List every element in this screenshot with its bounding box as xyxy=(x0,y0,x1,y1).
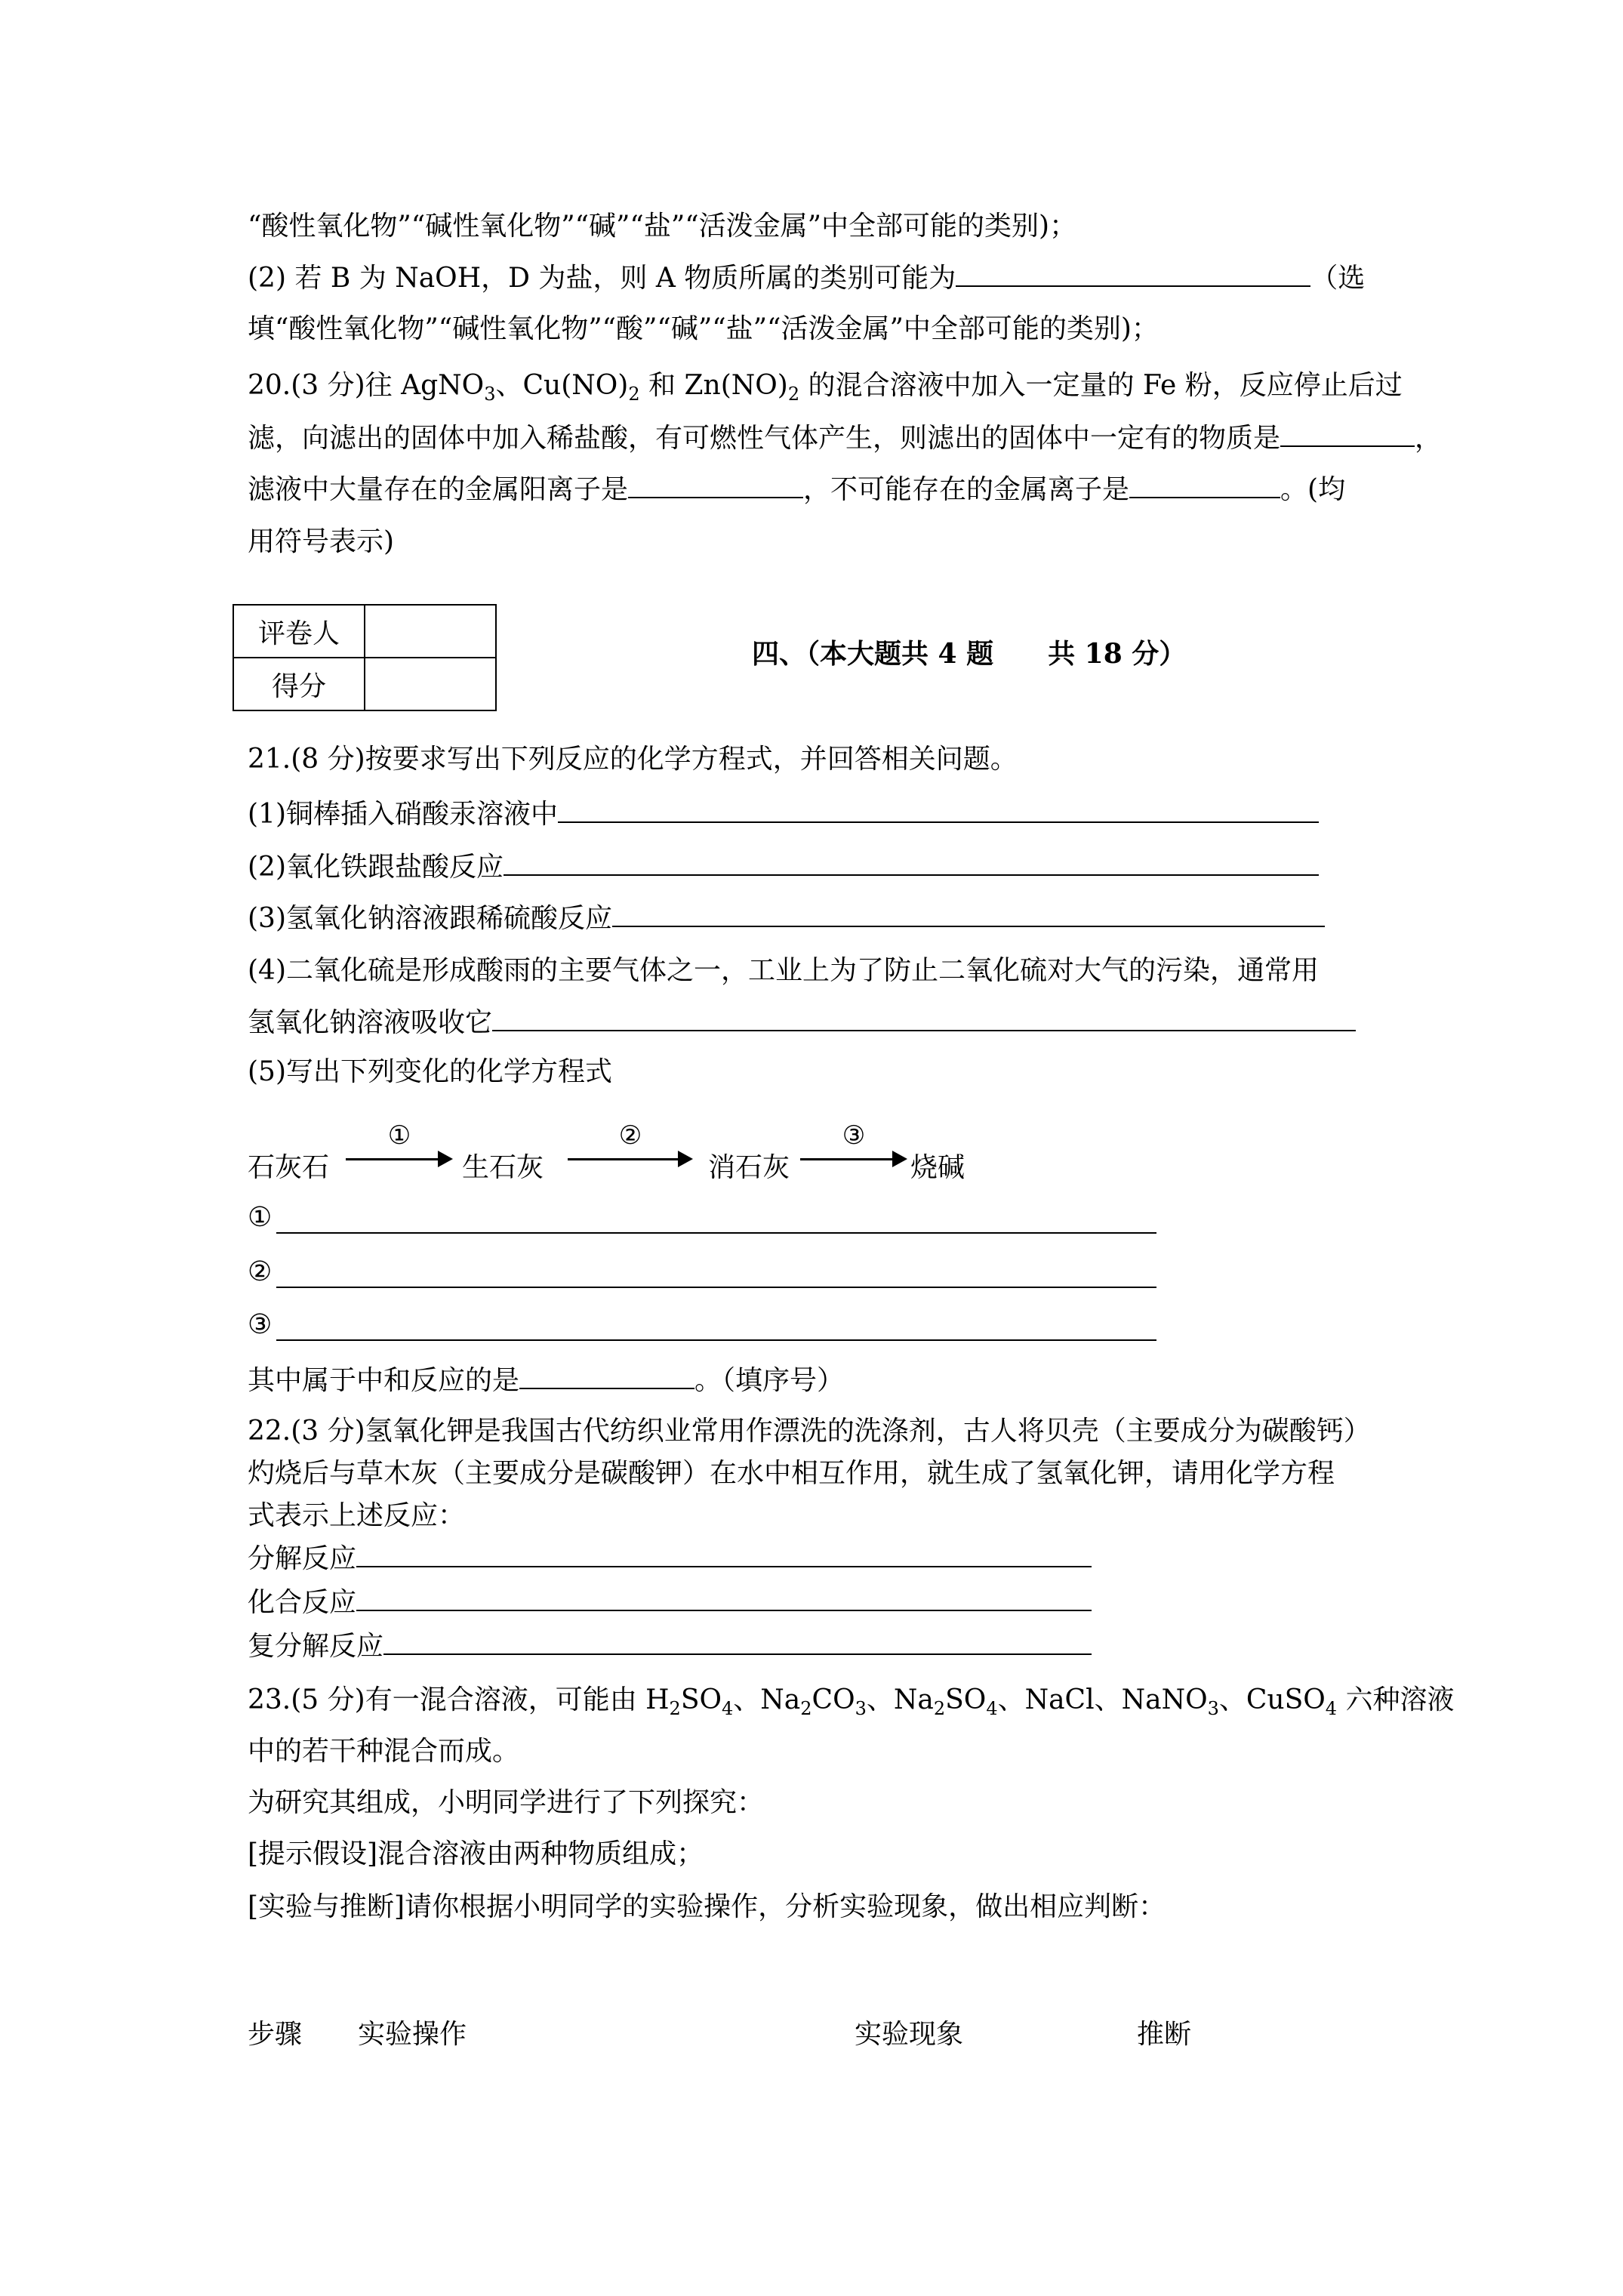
q23-text: 、Na xyxy=(866,1684,934,1715)
subscript: 2 xyxy=(669,1698,681,1720)
q23-text: 六种溶液 xyxy=(1337,1684,1455,1715)
answer-blank[interactable] xyxy=(1129,471,1280,498)
q20-text-b: 、Cu(NO xyxy=(495,370,618,401)
q22-line-1: 22.(3 分)氢氧化钾是我国古代纺织业常用作漂洗的洗涤剂，古人将贝壳（主要成分为碳酸钙） xyxy=(248,1416,1371,1447)
q23-experiment-intro: [实验与推断]请你根据小明同学的实验操作，分析实验现象，做出相应判断： xyxy=(248,1891,1166,1922)
q19-line-2 xyxy=(248,260,1365,297)
chain-caustic-soda: 烧碱 xyxy=(910,1152,965,1183)
q21-stem: 21.(8 分)按要求写出下列反应的化学方程式，并回答相关问题。 xyxy=(248,744,1018,775)
step-2-label: ② xyxy=(248,1256,273,1287)
q21-part-4-line-2 xyxy=(248,1004,1356,1041)
arrow-step-1 xyxy=(346,1120,453,1170)
q22-double-decomposition xyxy=(248,1628,1092,1665)
q21-neutral-text: 其中属于中和反应的是 xyxy=(248,1365,520,1396)
score-label: 得分 xyxy=(233,658,365,710)
q22-decomposition xyxy=(248,1540,1092,1577)
q21-neutralization xyxy=(248,1362,844,1399)
q20-text-e: 滤，向滤出的固体中加入稀盐酸，有可燃性气体产生，则滤出的固体中一定有的物质是 xyxy=(248,423,1281,454)
q21-part-3 xyxy=(248,900,1325,937)
q20-text-h: ，不可能存在的金属离子是 xyxy=(803,474,1130,505)
subscript: 3 xyxy=(1207,1698,1219,1720)
chain-limestone: 石灰石 xyxy=(248,1152,330,1183)
step-3-label: ③ xyxy=(248,1309,273,1340)
answer-blank[interactable] xyxy=(519,1362,694,1389)
q20-text-a: 20.(3 分)往 AgNO xyxy=(248,370,485,401)
header-step: 步骤 xyxy=(248,2019,303,2050)
arrow-step-2 xyxy=(568,1120,693,1170)
q22-line-3: 式表示上述反应： xyxy=(248,1500,466,1531)
q23-text: 、NaCl、NaNO xyxy=(997,1684,1208,1715)
subscript: 2 xyxy=(800,1698,812,1720)
score-field[interactable] xyxy=(365,658,496,710)
step-1-answer-line[interactable] xyxy=(276,1232,1156,1234)
chain-slaked-lime: 消石灰 xyxy=(708,1152,790,1183)
subscript: 3 xyxy=(855,1698,867,1720)
header-operation: 实验操作 xyxy=(358,2019,467,2050)
subscript: 4 xyxy=(722,1698,734,1720)
answer-blank[interactable] xyxy=(558,796,1319,823)
q23-text: 、CuSO xyxy=(1218,1684,1326,1715)
q19-part2-tail: （选 xyxy=(1310,263,1366,294)
section-title: 四、（本大题共 4 题 共 18 分） xyxy=(752,638,1187,670)
step-3-answer-line[interactable] xyxy=(276,1339,1156,1341)
q22-r3-text: 复分解反应 xyxy=(248,1631,384,1662)
step-number: ① xyxy=(387,1120,411,1151)
header-inference: 推断 xyxy=(1137,2019,1192,2050)
answer-blank[interactable] xyxy=(612,900,1325,927)
q19-line-1: “酸性氧化物”“碱性氧化物”“碱”“盐”“活泼金属”中全部可能的类别)； xyxy=(248,211,1077,242)
q19-line-3: 填“酸性氧化物”“碱性氧化物”“酸”“碱”“盐”“活泼金属”中全部可能的类别)； xyxy=(248,313,1159,344)
reviewer-label: 评卷人 xyxy=(233,605,365,658)
q21-part-4-line-1: (4)二氧化硫是形成酸雨的主要气体之一，工业上为了防止二氧化硫对大气的污染，通常用 xyxy=(248,955,1319,986)
arrow-shaft xyxy=(800,1158,895,1160)
q23-text: SO xyxy=(945,1684,987,1715)
subscript: 2 xyxy=(787,384,800,405)
answer-blank[interactable] xyxy=(628,471,803,498)
q21-part-4-text: 氢氧化钠溶液吸收它 xyxy=(248,1007,493,1038)
q20-line-2 xyxy=(248,420,1442,457)
q22-r2-text: 化合反应 xyxy=(248,1587,357,1618)
q21-neutral-tail: 。（填序号） xyxy=(694,1365,845,1396)
arrow-head-icon xyxy=(892,1151,907,1167)
answer-blank[interactable] xyxy=(1280,420,1415,447)
answer-blank[interactable] xyxy=(356,1584,1092,1611)
step-2-answer-line[interactable] xyxy=(276,1287,1156,1288)
arrow-head-icon xyxy=(438,1151,453,1167)
answer-blank[interactable] xyxy=(956,260,1310,287)
chain-quicklime: 生石灰 xyxy=(462,1152,544,1183)
q23-text: SO xyxy=(680,1684,722,1715)
q21-part-1 xyxy=(248,796,1319,833)
q22-line-2: 灼烧后与草木灰（主要成分是碳酸钾）在水中相互作用，就生成了氢氧化钾，请用化学方程 xyxy=(248,1458,1335,1489)
q23-text: 、Na xyxy=(733,1684,801,1715)
q21-part-2 xyxy=(248,849,1319,886)
q20-text-c: 和 Zn(NO xyxy=(639,370,778,401)
arrow-shaft xyxy=(346,1158,441,1160)
grading-table xyxy=(233,604,497,711)
q21-part-3-text: (3)氢氧化钠溶液跟稀硫酸反应 xyxy=(248,903,612,934)
q23-line-2: 中的若干种混合而成。 xyxy=(248,1736,520,1767)
q19-part2-text: (2) 若 B 为 NaOH，D 为盐，则 A 物质所属的类别可能为 xyxy=(248,263,956,294)
q21-part-2-text: (2)氧化铁跟盐酸反应 xyxy=(248,852,504,883)
q21-part-1-text: (1)铜棒插入硝酸汞溶液中 xyxy=(248,799,558,830)
q20-text-g: 滤液中大量存在的金属阳离子是 xyxy=(248,474,629,505)
step-1-label: ① xyxy=(248,1202,273,1233)
q23-line-1 xyxy=(248,1682,1455,1727)
q23-hypothesis: [提示假设]混合溶液由两种物质组成； xyxy=(248,1838,704,1869)
subscript: 4 xyxy=(1325,1698,1338,1720)
q23-text: 23.(5 分)有一混合溶液，可能由 H xyxy=(248,1684,670,1715)
answer-blank[interactable] xyxy=(356,1540,1092,1567)
header-phenomenon: 实验现象 xyxy=(855,2019,964,2050)
reviewer-field[interactable] xyxy=(365,605,496,658)
step-number: ③ xyxy=(842,1120,866,1151)
arrow-step-3 xyxy=(800,1120,907,1170)
q20-line-4: 用符号表示) xyxy=(248,526,395,557)
q20-line-3 xyxy=(248,471,1345,508)
answer-blank[interactable] xyxy=(504,849,1319,876)
arrow-head-icon xyxy=(678,1151,693,1167)
q21-part-5: (5)写出下列变化的化学方程式 xyxy=(248,1056,612,1087)
q20-line-1: 20.(3 分)往 AgNO$_3$、$Cu(NO)_2$ 和 $Zn(NO)_2$ 的混合溶液中加入一定量的 Fe 粉，反应停止后过 xyxy=(248,370,1403,405)
q20-text-d: 的混合溶液中加入一定量的 Fe 粉，反应停止后过 xyxy=(799,370,1403,401)
q20-text-i: 。(均 xyxy=(1280,474,1346,505)
q22-combination xyxy=(248,1584,1092,1621)
subscript: 3 xyxy=(484,384,496,405)
subscript: 2 xyxy=(933,1698,946,1720)
q22-r1-text: 分解反应 xyxy=(248,1543,357,1574)
q23-text: CO xyxy=(812,1684,855,1715)
answer-blank[interactable] xyxy=(492,1004,1356,1031)
q20-text-f: ， xyxy=(1415,423,1443,454)
arrow-shaft xyxy=(568,1158,681,1160)
q23-line-3: 为研究其组成，小明同学进行了下列探究： xyxy=(248,1787,765,1818)
answer-blank[interactable] xyxy=(383,1628,1092,1655)
step-number: ② xyxy=(618,1120,642,1151)
subscript: 2 xyxy=(628,384,640,405)
subscript: 4 xyxy=(986,1698,998,1720)
